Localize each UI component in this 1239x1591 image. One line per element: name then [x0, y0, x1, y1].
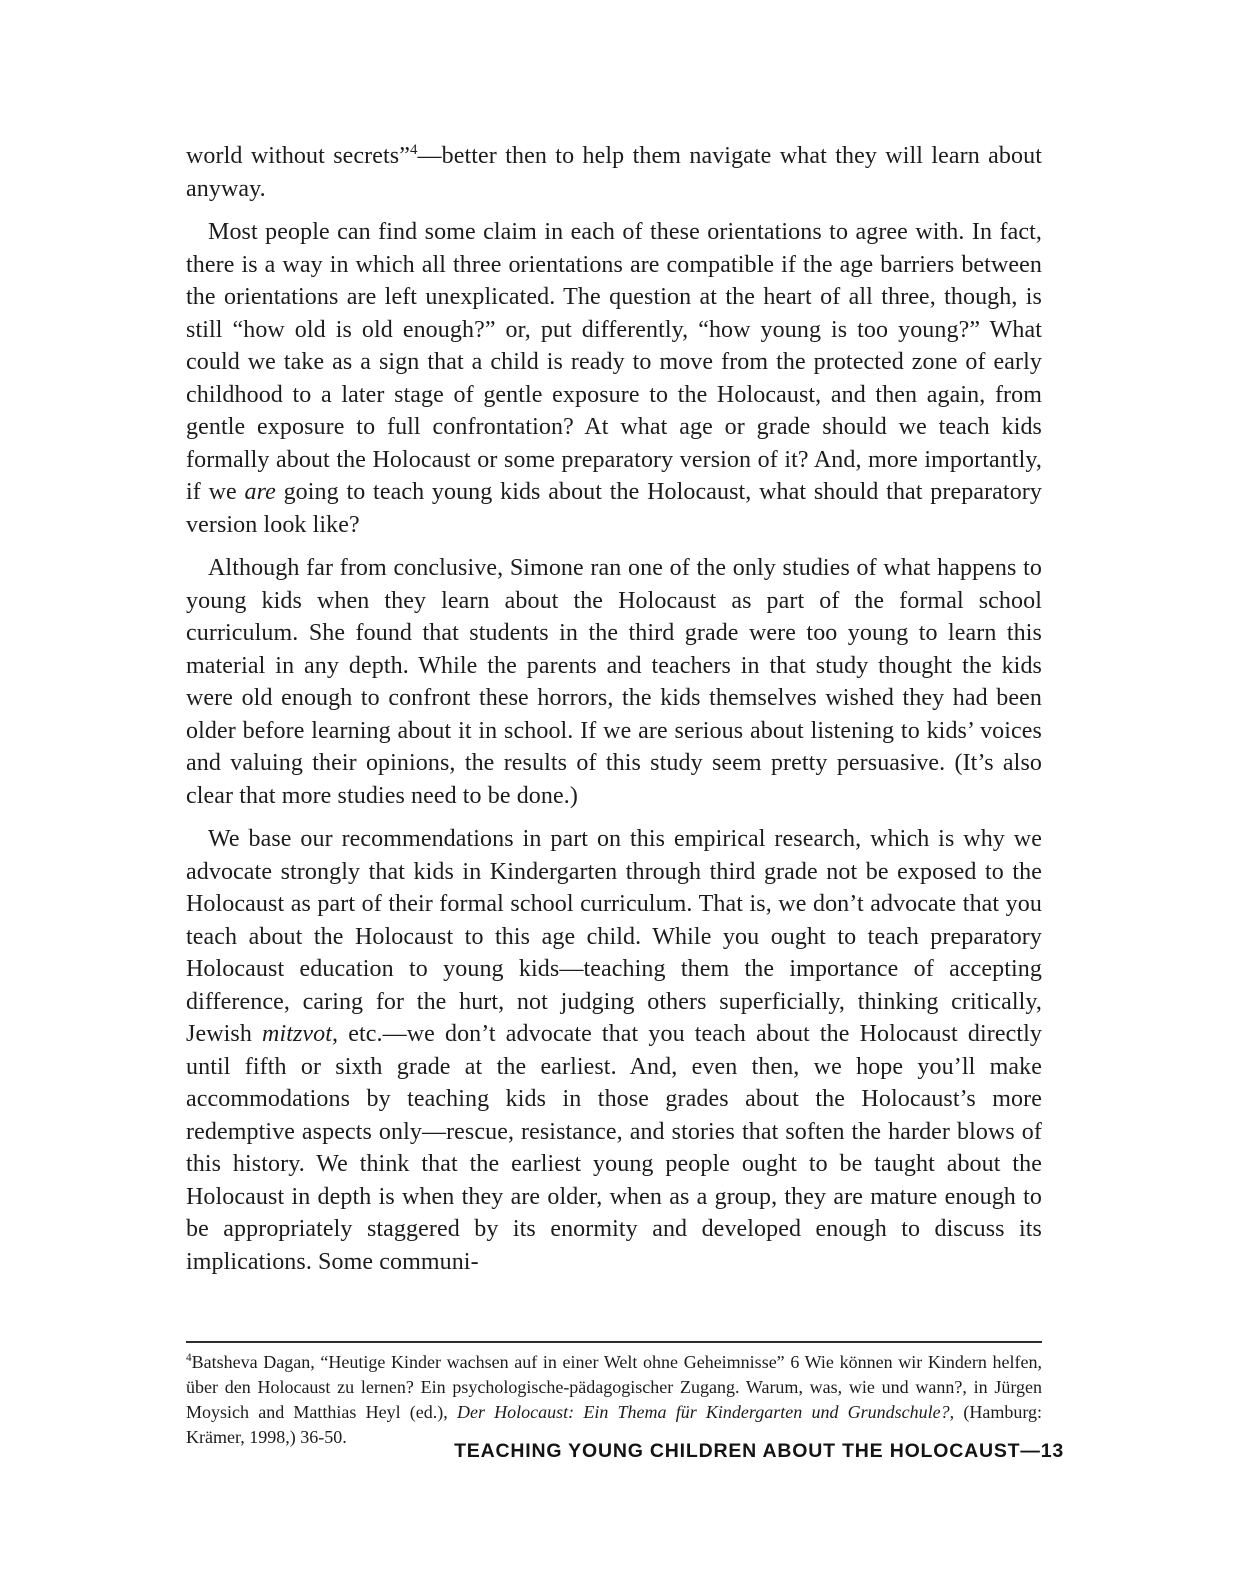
running-footer: TEACHING YOUNG CHILDREN ABOUT THE HOLOCAUST—13 — [454, 1440, 1064, 1462]
body-paragraph-3: Although far from conclusive, Simone ran one of the only studies of what happens to young kids when they learn about the Holocaust as part of the formal school curriculum. She found that students in the third grade were too young to learn this material in any depth. While the parents and teachers in that study thought the kids were old enough to confront these horrors, the kids themselves wished they had been older before learning about it in school. If we are serious about listening to kids’ voices and valuing their opinions, the results of this study seem pretty persuasive. (It’s also clear that more studies need to be done.) — [186, 555, 1042, 809]
footnote-divider — [186, 1341, 1042, 1343]
footnote-text: $^4$Batsheva Dagan, “Heutige Kinder wachsen auf in einer Welt ohne Geheimnisse” 6 Wie können wir Kindern helfen, über den Holocaust zu lernen? Ein psychologische-pädagogischer Zugang. Warum, was, wie und wann?, in Jürgen Moysich and Matthias Heyl (ed.), Der Holocaust: Ein Thema für Kindergarten und Grundschule?, (Hamburg: Krämer, 1998,) 36-50. — [186, 1352, 1043, 1447]
body-paragraph-2: Most people can find some claim in each of these orientations to agree with. In fact, there is a way in which all three orientations are compatible if the age barriers between the orientations are left unexplicated. The question at the heart of all three, though, is still “how old is old enough?” or, put differently, “how young is too young?” What could we take as a sign that a child is ready to move from the protected zone of early childhood to a later stage of gentle exposure to the Holocaust, and then again, from gentle exposure to full confrontation? At what age or grade should we teach kids formally about the Holocaust or some preparatory version of it? And, more importantly, if we are going to teach young kids about the Holocaust, what should that preparatory version look like? — [186, 219, 1042, 538]
body-paragraph-4: We base our recommendations in part on this empirical research, which is why we advocate strongly that kids in Kindergarten through third grade not be exposed to the Holocaust as part of their formal school curriculum. That is, we don’t advocate that you teach about the Holocaust to this age child. While you ought to teach preparatory Holocaust education to young kids—teaching them the importance of accepting difference, caring for the hurt, not judging others superficially, thinking critically, Jewish mitzvot, etc.—we don’t advocate that you teach about the Holocaust directly until fifth or sixth grade at the earliest. And, even then, we hope you’ll make accommodations by teaching kids in those grades about the Holocaust’s more redemptive aspects only—rescue, resistance, and stories that soften the harder blows of this history. We think that the earliest young people ought to be taught about the Holocaust in depth is when they are older, when as a group, they are mature enough to be appropriately staggered by its enormity and developed enough to discuss its implications. Some communi- — [186, 826, 1042, 1275]
body-paragraph-1: world without secrets”$^4$—better then to help them navigate what they will learn about anyway. — [186, 142, 1043, 202]
body-text — [186, 140, 1042, 1289]
